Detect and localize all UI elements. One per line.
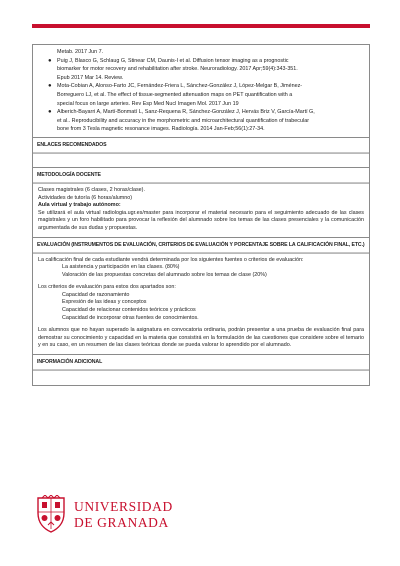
- reference-line: Mota-Cobian A, Alonso-Farto JC, Fernández-Friera L, Sánchez-González J, López-Melgar B, Jiménez-: [57, 83, 303, 90]
- reference-line: special focus on large arteries. Rev Esp Med Nucl Imagen Mol. 2017 Jun 19: [57, 100, 239, 107]
- section-body-evaluacion: [33, 253, 369, 356]
- section-body-enlaces: [33, 153, 369, 168]
- criterio-item: Capacidad de razonamiento: [62, 291, 130, 298]
- evaluacion-fuente: La asistencia y participación en las clases. (80%): [62, 264, 180, 271]
- metodologia-line: Actividades de tutoría (6 horas/alumno): [38, 194, 133, 201]
- reference-line: bone from 3 Tesla magnetic resonance images. Radiología. 2014 Jan-Feb;56(1):27-34.: [57, 126, 265, 133]
- university-logo: [34, 495, 194, 535]
- references-block: [33, 45, 369, 138]
- logo-text-line1: UNIVERSIDAD: [74, 499, 173, 514]
- section-heading-enlaces: ENLACES RECOMENDADOS: [33, 137, 369, 153]
- criterio-item: Capacidad de incorporar otras fuentes de conocimientos.: [62, 314, 199, 321]
- section-heading-evaluacion: EVALUACIÓN (INSTRUMENTOS DE EVALUACIÓN, CRITERIOS DE EVALUACIÓN Y PORCENTAJE SOBRE LA CALIFICACIÓN FINAL, ETC.): [33, 237, 369, 253]
- section-body-info: [33, 370, 369, 385]
- section-heading-metodologia: METODOLOGÍA DOCENTE: [33, 167, 369, 183]
- coat-of-arms-icon: [34, 495, 68, 533]
- reference-line: Puig J, Blasco G, Schlaug G, Stinear CM, Daunis-I et al. Diffusion tensor imaging as a prognostic: [57, 57, 289, 64]
- reference-line: Alberich-Bayarri A, Martí-Bonmatí L, Sanz-Requena R, Sánchez-González J, Hervás Briz V, García-Martí G,: [57, 109, 315, 116]
- metodologia-paragraph: Se utilizará el aula virtual radiologia.ugr.es/master para incorporar el material necesario para el seguimiento adecuado de las clases magistrales y un foro habilitado para provocar la reflexión del alumnado sobre los temas de las clases presenciales y la comunicación argumentada de sus dudas y propuestas.: [38, 209, 364, 231]
- criterio-item: Capacidad de relacionar contenidos teóricos y prácticos: [62, 307, 196, 314]
- section-heading-info: INFORMACIÓN ADICIONAL: [33, 354, 369, 370]
- bullet-icon: ●: [48, 57, 52, 64]
- evaluacion-final-paragraph: Los alumnos que no hayan superado la asignatura en convocatoria ordinaria, podrán presentar a una prueba de evaluación final para demostrar su conocimiento y capacidad en la materia que consistirá en la formulación de las cuestiones que considere sobre el temario y en su caso, en un resumen de las clases teóricas donde se pueda valorar lo aprendido por el alumnado.: [38, 327, 364, 349]
- criterio-item: Expresión de las ideas y conceptos: [62, 299, 147, 306]
- evaluacion-fuente: Valoración de las propuestas concretas del alumnado sobre los temas de clase (20%): [62, 271, 267, 278]
- reference-item: [39, 108, 365, 134]
- logo-text-line2: DE GRANADA: [74, 515, 169, 530]
- metodologia-line: Clases magistrales (6 clases, 2 horas/clase).: [38, 186, 145, 193]
- criterios-intro: Los criterios de evaluación para estos dos apartados son:: [38, 284, 176, 291]
- metodologia-subheading: Aula virtual y trabajo autónomo:: [38, 202, 121, 209]
- reference-line: Borreguero LJ, et al. The effect of tissue-segmented attenuation maps on PET quantification with a: [57, 91, 293, 98]
- section-body-metodologia: [33, 183, 369, 238]
- reference-line: Epub 2017 Mar 14. Review.: [57, 74, 124, 81]
- evaluacion-intro: La calificación final de cada estudiante vendrá determinada por los siguientes fuentes o criterios de evaluación:: [38, 256, 304, 263]
- reference-item: [39, 82, 365, 108]
- reference-item: [39, 57, 365, 83]
- syllabus-table: [32, 44, 370, 386]
- reference-line: et al.. Reproducibility and accuracy in the morphometric and microarchitectural quantification of trabecular: [57, 117, 309, 124]
- header-red-rule: [32, 24, 370, 28]
- bullet-icon: ●: [48, 83, 52, 90]
- reference-continuation: Metab. 2017 Jun 7.: [57, 49, 104, 55]
- reference-line: biomarker for motor recovery and rehabilitation after stroke. Neuroradiology. 2017 Apr;59(4):343-351.: [57, 66, 298, 73]
- bullet-icon: ●: [48, 109, 52, 116]
